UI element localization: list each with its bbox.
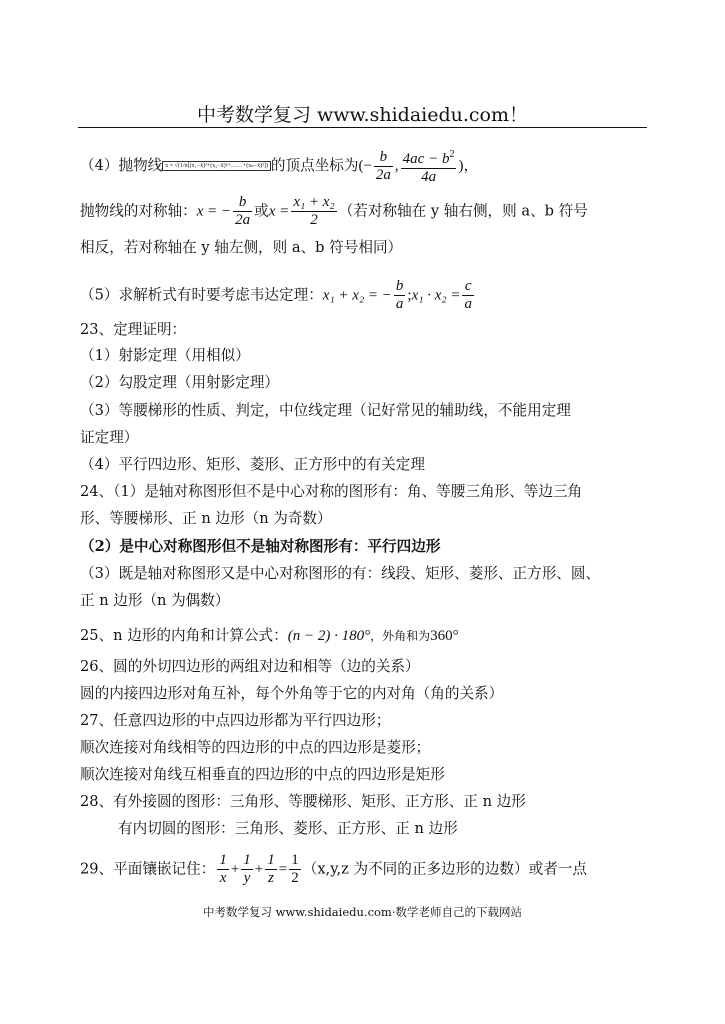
- vieta-sum: x₁ + x₂ = −: [322, 287, 392, 304]
- exterior-sum: 360°: [430, 628, 459, 644]
- line-axis-rule: 相反，若对称轴在 y 轴左侧，则 a、b 符号相同）: [80, 239, 403, 256]
- line-vieta: [80, 278, 476, 313]
- vertex-comma: ,: [394, 158, 399, 174]
- section-24-1b: 形、等腰梯形、正 n 边形（n 为奇数）: [80, 510, 332, 527]
- axis-frac1: $\frac{b}{2a}$: [235, 194, 251, 228]
- text: 抛物线的对称轴：: [80, 202, 197, 220]
- angle-sum-formula: (n − 2) · 180°: [287, 628, 371, 644]
- tiling-frac-x: $\frac{1}{x}$: [219, 852, 227, 886]
- text: （若对称轴在 y 轴右侧，则 a、b 符号: [338, 202, 588, 220]
- section-24-3a: （3）既是轴对称图形又是中心对称图形的有：线段、矩形、菱形、正方形、圆、: [80, 565, 601, 582]
- variance-formula: x = √(1/n[(x₁−x̄)²+(x₂−x̄)²+……+(xₙ−x̄)²]): [162, 161, 271, 171]
- plus: +: [230, 861, 240, 878]
- section-25: [80, 626, 459, 646]
- page-header-title: 中考数学复习 www.shidaiedu.com！: [196, 104, 529, 126]
- text: （x,y,z 为不同的正多边形的边数）或者一点: [302, 860, 587, 878]
- plus: +: [254, 861, 264, 878]
- section-24-3b: 正 n 边形（n 为偶数）: [80, 592, 230, 609]
- vieta-sep: ;: [407, 287, 412, 304]
- text: 25、n 边形的内角和计算公式：: [80, 627, 288, 644]
- section-27c: 顺次连接对角线互相垂直的四边形的中点的四边形是矩形: [80, 766, 445, 783]
- vieta-product: x₁ · x₂ =: [411, 287, 461, 304]
- text: 的顶点坐标为: [270, 157, 359, 174]
- section-23-1: （1）射影定理（用相似）: [80, 347, 250, 364]
- tiling-frac-z: $\frac{1}{z}$: [267, 852, 275, 886]
- section-24-1a: 24、（1）是轴对称图形但不是中心对称的图形有：角、等腰三角形、等边三角: [80, 483, 583, 500]
- vieta-frac2: $\frac{c}{a}$: [464, 278, 472, 312]
- section-23-3a: （3）等腰梯形的性质、判定，中位线定理（记好常见的辅助线，不能用定理: [80, 402, 571, 419]
- section-26b: 圆的内接四边形对角互补，每个外角等于它的内对角（角的关系）: [80, 685, 504, 702]
- axis-frac2: $\frac{\text{x₁ + x₂}}{2}$: [293, 194, 335, 228]
- section-28b: 有内切圆的图形：三角形、菱形、正方形、正 n 边形: [118, 820, 458, 837]
- line-axis-symmetry: [80, 194, 588, 229]
- axis-eq2: x =: [268, 203, 290, 220]
- axis-eq1: x = −: [196, 203, 232, 220]
- section-23-4: （4）平行四边形、矩形、菱形、正方形中的有关定理: [80, 456, 425, 473]
- text: ，外角和为: [370, 629, 431, 643]
- line-parabola-vertex: [80, 146, 478, 186]
- text: 29、平面镶嵌记住：: [80, 860, 216, 878]
- vertex-open: (−: [358, 158, 372, 174]
- equals: =: [278, 861, 288, 878]
- section-27b: 顺次连接对角线相等的四边形的中点的四边形是菱形；: [80, 739, 431, 756]
- page-footer: 中考数学复习 www.shidaiedu.com·数学老师自己的下载网站: [202, 905, 522, 919]
- vertex-frac-x: $\frac{b}{2a}$: [375, 148, 391, 183]
- section-23: 23、定理证明：: [80, 321, 187, 338]
- text: 或: [254, 202, 269, 220]
- vertex-close: )，: [458, 158, 479, 174]
- vieta-frac1: $\frac{b}{a}$: [395, 278, 404, 312]
- text: （4）抛物线: [80, 157, 163, 174]
- section-28a: 28、有外接圆的图形：三角形、等腰梯形、矩形、正方形、正 n 边形: [80, 793, 526, 810]
- tiling-frac-half: $\frac{1}{2}$: [291, 852, 299, 886]
- section-29: [80, 852, 587, 887]
- section-23-3b: 证定理）: [80, 429, 139, 446]
- section-24-2: （2）是中心对称图形但不是轴对称图形有：平行四边形: [80, 538, 441, 555]
- text: （5）求解析式有时要考虑韦达定理：: [80, 286, 323, 304]
- section-26a: 26、圆的外切四边形的两组对边和相等（边的关系）: [80, 658, 420, 675]
- tiling-frac-y: $\frac{1}{y}$: [243, 852, 251, 886]
- section-27a: 27、任意四边形的中点四边形都为平行四边形；: [80, 712, 391, 729]
- vertex-frac-y: $\frac{4ac - b^2}{4a}$: [401, 146, 457, 186]
- header-rule: [78, 127, 647, 128]
- section-23-2: （2）勾股定理（用射影定理）: [80, 374, 280, 391]
